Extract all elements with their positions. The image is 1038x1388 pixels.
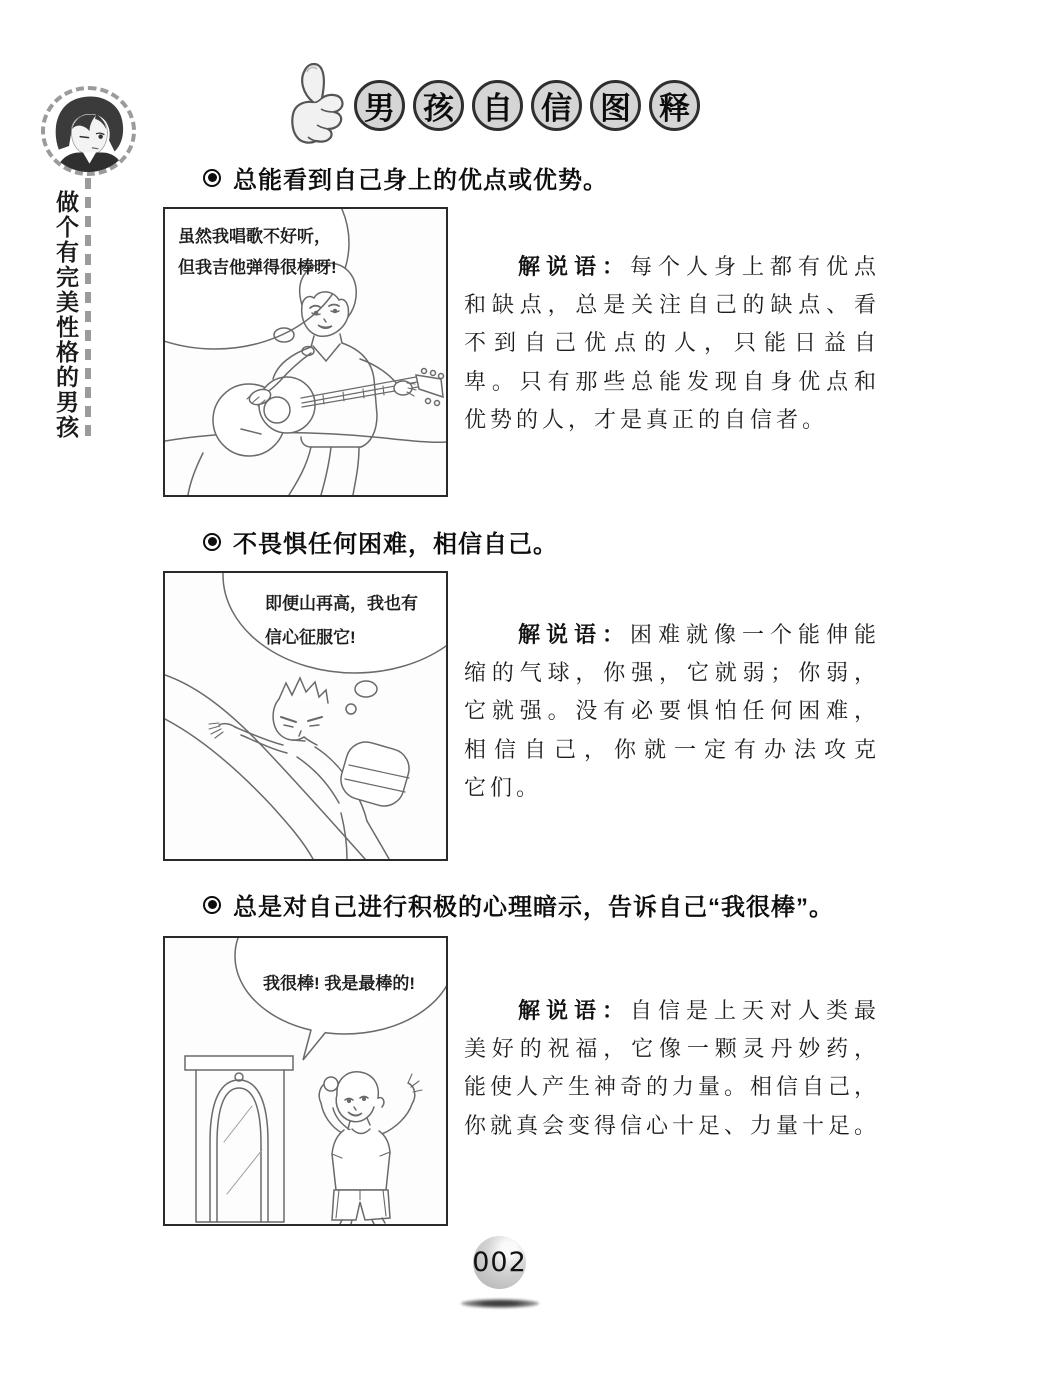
title-char-circle: 自: [472, 80, 523, 131]
caption-line: 不到自己优点的人，只能日益自: [464, 331, 879, 356]
book-title-vertical: 做个有完美性格的男孩: [52, 190, 79, 440]
caption-lines: [464, 1031, 879, 1147]
caption-line: 能使人产生神奇的力量。相信自己，: [464, 1075, 879, 1100]
caption-line: 它就强。没有必要惧怕任何困难，: [464, 699, 879, 724]
caption-lines: [464, 655, 879, 809]
caption-line: 卑。只有那些总能发现自身优点和: [464, 369, 879, 395]
page-title: [354, 80, 700, 131]
speech-bubble-text: [263, 968, 415, 999]
section-heading-2: [203, 524, 558, 559]
caption-label: 解说语：: [518, 622, 630, 647]
sidebar-avatar: [41, 86, 136, 176]
section-heading-3: [203, 887, 834, 922]
illustration-boy-playing-guitar: [163, 207, 448, 497]
caption-line: 相信自己，你就一定有办法攻克: [464, 737, 879, 763]
bubble-line: 虽然我唱歌不好听，: [178, 227, 331, 246]
title-char-circle: 图: [590, 80, 641, 131]
page-number-shadow: [461, 1299, 539, 1308]
bullet-icon: [203, 169, 221, 187]
caption-text: 每个人身上都有优点: [630, 255, 879, 280]
thumbs-up-icon: [281, 58, 349, 149]
caption-line: 它们。: [464, 776, 543, 801]
page-number: 002: [472, 1247, 527, 1278]
title-char-circle: 释: [649, 80, 700, 131]
illustration-boy-climbing-mountain: [163, 571, 448, 861]
bullet-icon: [203, 533, 221, 551]
caption-text: 自信是上天对人类最: [630, 999, 879, 1024]
caption-lines: [464, 287, 879, 441]
caption-1: [464, 248, 879, 441]
caption-3: [464, 992, 879, 1146]
title-char-circle: 信: [531, 80, 582, 131]
title-char-circle: 孩: [413, 80, 464, 131]
anime-boy-portrait-icon: [47, 92, 132, 172]
illustration-boy-flexing-before-mirror: [163, 936, 448, 1226]
caption-line: 和缺点，总是关注自己的缺点、看: [464, 292, 879, 318]
caption-line: 美好的祝福，它像一颗灵丹妙药，: [464, 1036, 879, 1062]
bubble-line: 信心征服它!: [265, 628, 356, 647]
bubble-line: 但我吉他弹得很棒呀!: [178, 258, 337, 277]
bubble-line: 即便山再高，我也有: [265, 594, 418, 613]
page-number-badge: [473, 1236, 526, 1289]
caption-text: 困难就像一个能伸能: [630, 623, 879, 648]
section-heading-1: [203, 160, 608, 195]
caption-label: 解说语：: [518, 254, 630, 279]
title-char-circle: 男: [354, 80, 405, 131]
bullet-icon: [203, 896, 221, 914]
section-heading-text: 总能看到自己身上的优点或优势。: [233, 167, 608, 194]
section-heading-text: 不畏惧任何困难，相信自己。: [233, 531, 558, 558]
sidebar-dashed-line: [85, 178, 91, 440]
bubble-line: 我很棒! 我是最棒的!: [263, 974, 416, 993]
caption-line: 缩的气球，你强，它就弱；你弱，: [464, 660, 879, 686]
section-heading-text: 总是对自己进行积极的心理暗示，告诉自己“我很棒”。: [233, 894, 834, 921]
caption-first-line: [464, 992, 879, 1031]
caption-first-line: [464, 616, 879, 655]
caption-first-line: [464, 248, 879, 287]
caption-label: 解说语：: [518, 998, 630, 1023]
caption-line: 优势的人，才是真正的自信者。: [464, 408, 829, 433]
speech-bubble-text: [178, 221, 337, 283]
speech-bubble-text: [265, 587, 418, 655]
caption-2: [464, 616, 879, 809]
caption-line: 你就真会变得信心十足、力量十足。: [464, 1113, 881, 1139]
